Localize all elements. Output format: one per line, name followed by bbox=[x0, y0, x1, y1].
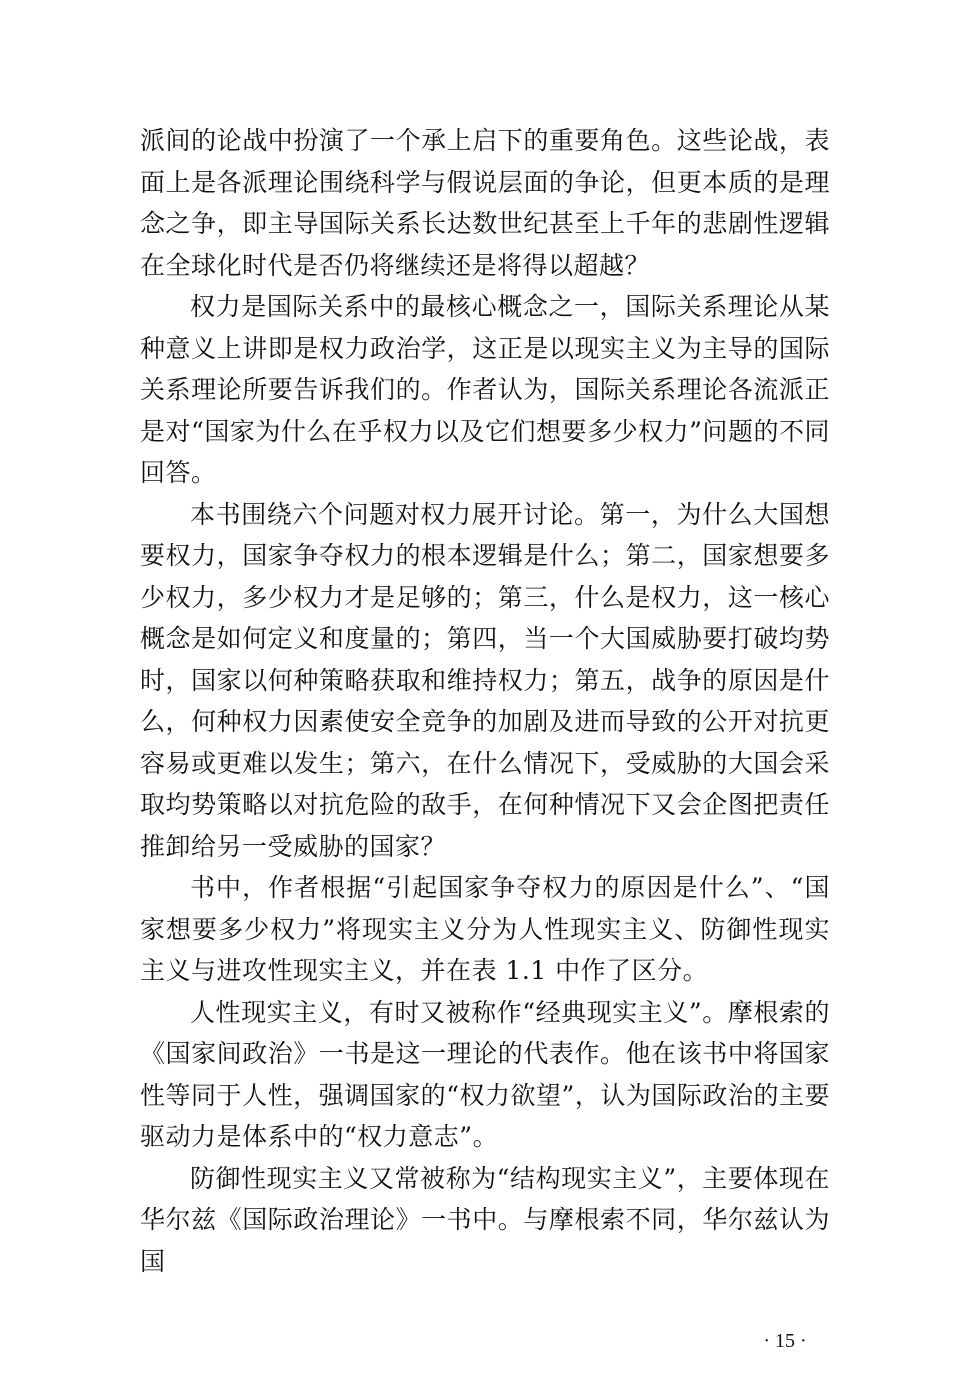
paragraph-continued: 派间的论战中扮演了一个承上启下的重要角色。这些论战，表面上是各派理论围绕科学与假说层面的争论，但更本质的是理念之争，即主导国际关系长达数世纪甚至上千年的悲剧性逻辑在全球化时代是否仍将继续还是将得以超越？ bbox=[140, 126, 830, 280]
page-body bbox=[140, 120, 830, 1282]
paragraph-human-nature-realism: 人性现实主义，有时又被称作“经典现实主义”。摩根索的《国家间政治》一书是这一理论的代表作。他在该书中将国家性等同于人性，强调国家的“权力欲望”，认为国际政治的主要驱动力是体系中的“权力意志”。 bbox=[140, 997, 830, 1151]
paragraph-six-questions: 本书围绕六个问题对权力展开讨论。第一，为什么大国想要权力，国家争夺权力的根本逻辑是什么；第二，国家想要多少权力，多少权力才是足够的；第三，什么是权力，这一核心概念是如何定义和度量的；第四，当一个大国威胁要打破均势时，国家以何种策略获取和维持权力；第五，战争的原因是什么，何种权力因素使安全竞争的加剧及进而导致的公开对抗更容易或更难以发生；第六，在什么情况下，受威胁的大国会采取均势策略以对抗危险的敌手，在何种情况下又会企图把责任推卸给另一受威胁的国家？ bbox=[140, 499, 830, 861]
page-number: · 15 · bbox=[763, 1330, 807, 1352]
paragraph-defensive-realism: 防御性现实主义又常被称为“结构现实主义”，主要体现在华尔兹《国际政治理论》一书中。与摩根索不同，华尔兹认为国 bbox=[140, 1163, 830, 1276]
paragraph-realism-types: 书中，作者根据“引起国家争夺权力的原因是什么”、“国家想要多少权力”将现实主义分为人性现实主义、防御性现实主义与进攻性现实主义，并在表 1.1 中作了区分。 bbox=[140, 873, 830, 985]
paragraph-power-concept: 权力是国际关系中的最核心概念之一，国际关系理论从某种意义上讲即是权力政治学，这正是以现实主义为主导的国际关系理论所要告诉我们的。作者认为，国际关系理论各流派正是对“国家为什么在乎权力以及它们想要多少权力”问题的不同回答。 bbox=[140, 292, 830, 487]
